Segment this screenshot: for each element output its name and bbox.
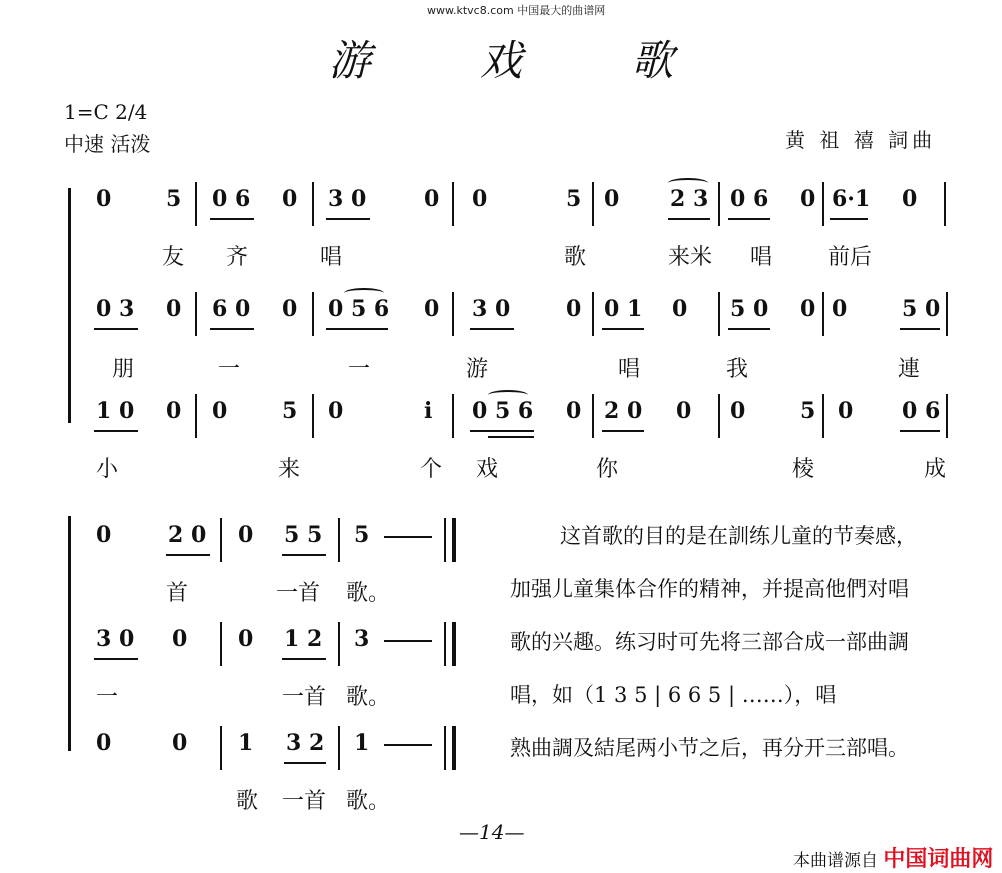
lyric: 唱	[320, 245, 343, 270]
note: 2 0	[604, 398, 643, 424]
lyric: 棱	[792, 457, 815, 482]
key-signature: 1=C 2/4	[64, 100, 148, 124]
explanation-line: 歌的兴趣。练习时可先将三部合成一部曲調	[510, 630, 909, 654]
note: 5 0	[902, 296, 941, 322]
bar-line	[592, 292, 594, 336]
lyric: 連	[898, 357, 921, 382]
note: 0	[676, 398, 692, 424]
note: 0 5 6	[328, 296, 390, 322]
underline-mark	[900, 430, 940, 432]
bar-line	[718, 182, 720, 226]
underline-mark	[384, 744, 432, 746]
note: 5 0	[730, 296, 769, 322]
note: 0 3	[96, 296, 135, 322]
explanation-line: 加强儿童集体合作的精神，并提高他們对唱	[510, 577, 909, 601]
bar-line	[822, 394, 824, 438]
note: 0	[800, 296, 816, 322]
lyric: 齐	[226, 245, 249, 270]
lyric: 一	[218, 357, 241, 382]
note: 0	[838, 398, 854, 424]
underline-mark	[326, 218, 370, 220]
system1-part1	[0, 186, 1002, 242]
lyric: 游	[466, 357, 489, 382]
lyric: 戏	[476, 457, 499, 482]
lyric: 来	[278, 457, 301, 482]
lyric: 唱	[750, 245, 773, 270]
explanation-line: 唱，如（1 3 5 | 6 6 5 | ……），唱	[510, 683, 837, 707]
lyric: 我	[726, 357, 749, 382]
underline-mark	[488, 436, 534, 438]
lyric: 一	[348, 357, 371, 382]
note: 3 0	[96, 626, 135, 652]
underline-mark	[384, 536, 432, 538]
note: 0	[672, 296, 688, 322]
note: 6·1	[832, 186, 871, 212]
bar-line	[195, 292, 197, 336]
underline-mark	[94, 430, 138, 432]
note: 3	[354, 626, 370, 652]
note: 0	[166, 398, 182, 424]
bar-line	[195, 394, 197, 438]
bar-line	[312, 292, 314, 336]
note: 1 0	[96, 398, 135, 424]
bar-line	[444, 622, 446, 666]
footer-credit	[793, 842, 993, 873]
note: 5 5	[284, 522, 323, 548]
underline-mark	[166, 554, 210, 556]
bar-line	[338, 622, 340, 666]
bar-line	[452, 394, 454, 438]
note: 3 2	[286, 730, 325, 756]
lyric: 首	[166, 581, 189, 606]
bar-line	[220, 622, 222, 666]
note: 5	[800, 398, 816, 424]
lyric: 你	[596, 457, 619, 482]
bar-line	[946, 394, 948, 438]
lyric: 唱	[618, 357, 641, 382]
note: 6 0	[212, 296, 251, 322]
note: 0	[96, 730, 112, 756]
note: 0	[282, 186, 298, 212]
underline-mark	[602, 430, 644, 432]
bar-line	[452, 622, 456, 666]
underline-mark	[282, 658, 326, 660]
lyric: 歌	[236, 789, 259, 814]
bar-line	[444, 518, 446, 562]
composer-credit: 黄 祖 禧 詞曲	[785, 128, 937, 152]
lyric: 一首	[282, 789, 327, 814]
underline-mark	[728, 218, 770, 220]
song-title: 游 戏 歌	[328, 36, 722, 85]
bar-line	[312, 394, 314, 438]
note: 5	[166, 186, 182, 212]
underline-mark	[282, 554, 326, 556]
note: 3 0	[472, 296, 511, 322]
system1-part2	[0, 296, 1002, 352]
note: 2 0	[168, 522, 207, 548]
bar-line	[944, 182, 946, 226]
note: 1	[354, 730, 370, 756]
note: 0	[424, 186, 440, 212]
lyric: 小	[96, 457, 119, 482]
underline-mark	[284, 762, 326, 764]
underline-mark	[470, 328, 514, 330]
tempo-marking: 中速 活泼	[64, 132, 151, 156]
note: 0	[832, 296, 848, 322]
underline-mark	[94, 658, 138, 660]
note: 0	[566, 398, 582, 424]
note: 0	[96, 186, 112, 212]
bar-line	[220, 518, 222, 562]
lyric: 友	[162, 245, 185, 270]
note: 0	[212, 398, 228, 424]
note: 0	[566, 296, 582, 322]
bar-line	[452, 518, 456, 562]
underline-mark	[728, 328, 770, 330]
bar-line	[338, 726, 340, 770]
bar-line	[444, 726, 446, 770]
note: 0	[472, 186, 488, 212]
underline-mark	[94, 328, 138, 330]
bar-line	[822, 292, 824, 336]
bar-line	[312, 182, 314, 226]
underline-mark	[602, 328, 644, 330]
bar-line	[718, 394, 720, 438]
bar-line	[195, 182, 197, 226]
underline-mark	[830, 218, 868, 220]
note: 5	[566, 186, 582, 212]
note: 0 6	[902, 398, 941, 424]
footer-site-name: 中国词曲网	[883, 847, 994, 872]
note: 0	[730, 398, 746, 424]
note: 0	[172, 626, 188, 652]
note: 0 6	[730, 186, 769, 212]
footer-source-label: 本曲谱源自	[793, 851, 878, 871]
bar-line	[452, 726, 456, 770]
note: 0	[238, 522, 254, 548]
note: 1 2	[284, 626, 323, 652]
underline-mark	[326, 328, 388, 330]
bar-line	[220, 726, 222, 770]
note: 0 5 6	[472, 398, 534, 424]
bar-line	[592, 182, 594, 226]
explanation-text	[510, 510, 960, 775]
bar-line	[338, 518, 340, 562]
underline-mark	[668, 218, 710, 220]
note: 0 1	[604, 296, 643, 322]
note: 0	[902, 186, 918, 212]
system1-part3	[0, 398, 1002, 454]
lyric: 歌。	[346, 685, 391, 710]
note: 0	[424, 296, 440, 322]
bar-line	[592, 394, 594, 438]
lyric: 歌	[564, 245, 587, 270]
lyric: 歌。	[346, 789, 391, 814]
note: 0	[166, 296, 182, 322]
note: 0	[328, 398, 344, 424]
note: 0	[172, 730, 188, 756]
bar-line	[946, 292, 948, 336]
bar-line	[718, 292, 720, 336]
lyric: 一首	[282, 685, 327, 710]
lyric: 歌。	[346, 581, 391, 606]
note: i	[424, 398, 433, 424]
underline-mark	[384, 640, 432, 642]
lyric: 成	[924, 457, 947, 482]
note: 0	[282, 296, 298, 322]
underline-mark	[210, 218, 254, 220]
bar-line	[452, 292, 454, 336]
lyric: 朋	[112, 357, 135, 382]
bar-line	[822, 182, 824, 226]
note: 2 3	[670, 186, 709, 212]
note: 0	[800, 186, 816, 212]
note: 5	[282, 398, 298, 424]
underline-mark	[210, 328, 254, 330]
underline-mark	[900, 328, 940, 330]
page-number: —14—	[459, 820, 525, 844]
note: 0	[96, 522, 112, 548]
note: 3 0	[328, 186, 367, 212]
note: 5	[354, 522, 370, 548]
underline-mark	[470, 430, 534, 432]
explanation-line: 这首歌的目的是在訓练儿童的节奏感，	[560, 524, 917, 548]
note: 0	[238, 626, 254, 652]
lyric: 前后	[828, 245, 873, 270]
note: 0	[604, 186, 620, 212]
lyric: 来米	[668, 245, 713, 270]
note: 0 6	[212, 186, 251, 212]
note: 1	[238, 730, 254, 756]
bar-line	[452, 182, 454, 226]
explanation-line: 熟曲調及結尾两小节之后，再分开三部唱。	[510, 736, 909, 760]
watermark: www.ktvc8.com 中国最大的曲谱网	[427, 4, 606, 17]
lyric: 一	[96, 685, 119, 710]
lyric: 个	[420, 457, 443, 482]
lyric: 一首	[276, 581, 321, 606]
